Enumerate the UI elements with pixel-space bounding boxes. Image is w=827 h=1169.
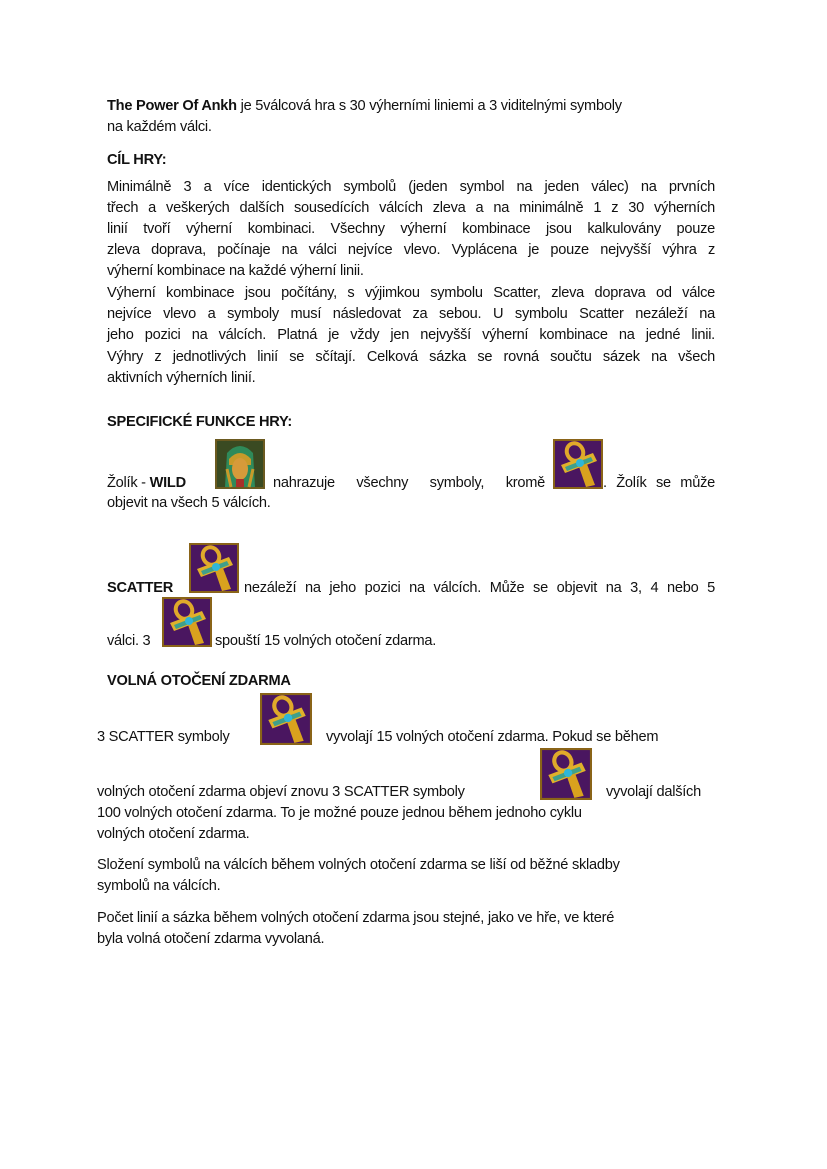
scatter-label: SCATTER	[107, 580, 174, 596]
goal-line: výherní kombinace na každé výherní linii.	[107, 263, 364, 279]
fs-p3-line-1: Počet linií a sázka během volných otočení zdarma jsou stejné, jako ve hře, ve které	[97, 910, 615, 926]
wild-mid: nahrazuje všechny symboly, kromě	[273, 475, 545, 491]
ankh-icon	[260, 693, 312, 745]
ankh-icon	[162, 597, 212, 647]
fs-p2-line-1: Složení symbolů na válcích během volných otočení zdarma se liší od běžné skladby	[97, 857, 620, 873]
game-name: The Power Of Ankh	[107, 98, 237, 114]
ankh-icon	[189, 543, 239, 593]
goal-line: aktivních výherních linií.	[107, 370, 256, 386]
features-heading: SPECIFICKÉ FUNKCE HRY:	[107, 414, 293, 430]
pharaoh-icon	[215, 439, 265, 489]
fs-line-4: volných otočení zdarma.	[97, 826, 250, 842]
goal-line: Minimálně 3 a více identických symbolů (jeden symbol na jeden válec) na prvních	[107, 179, 715, 195]
goal-line: Výhry z jednotlivých linií se sčítají. Celková sázka se rovná součtu sázek na všech	[107, 349, 715, 365]
scatter-text: nezáleží na jeho pozici na válcích. Může se objevit na 3, 4 nebo 5	[244, 580, 715, 596]
fs-line-3: 100 volných otočení zdarma. To je možné pouze jednou během jednoho cyklu	[97, 805, 582, 821]
free-spins-heading: VOLNÁ OTOČENÍ ZDARMA	[107, 673, 291, 689]
fs-line-1-start: 3 SCATTER symboly	[97, 729, 230, 745]
fs-p3-line-2: byla volná otočení zdarma vyvolaná.	[97, 931, 325, 947]
goal-line: jeho pozici na válcích. Platná je vždy jen nejvyšší výherní kombinace na jedné linii.	[107, 327, 715, 343]
intro-line-2: na každém válci.	[107, 119, 212, 135]
wild-line-2: objevit na všech 5 válcích.	[107, 495, 271, 511]
ankh-icon	[553, 439, 603, 489]
wild-prefix: Žolík - WILD	[107, 475, 186, 491]
goal-line: třech a veškerých dalších sousedících válcích zleva a na minimálně 1 z 30 výherních	[107, 200, 715, 216]
scatter-line-2-end: spouští 15 volných otočení zdarma.	[215, 633, 437, 649]
fs-line-2-end: vyvolají dalších	[606, 784, 701, 800]
scatter-line-2-start: válci. 3	[107, 633, 151, 649]
goal-line: linií tvoří výherní kombinaci. Všechny výherní kombinace jsou kalkulovány pouze	[107, 221, 715, 237]
ankh-icon	[540, 748, 592, 800]
goal-line: zleva doprava, počínaje na válci nejvíce vlevo. Vyplácena je pouze nejvyšší výhra z	[107, 242, 715, 258]
fs-line-2-start: volných otočení zdarma objeví znovu 3 SCATTER symboly	[97, 784, 465, 800]
fs-line-1-end: vyvolají 15 volných otočení zdarma. Pokud se během	[326, 729, 659, 745]
intro-line-1: The Power Of Ankh je 5válcová hra s 30 výherními liniemi a 3 viditelnými symboly	[107, 98, 622, 114]
wild-end: . Žolík se může	[603, 475, 715, 491]
goal-line: Výherní kombinace jsou počítány, s výjimkou symbolu Scatter, zleva doprava od válce	[107, 285, 715, 301]
goal-heading: CÍL HRY:	[107, 152, 167, 168]
fs-p2-line-2: symbolů na válcích.	[97, 878, 221, 894]
goal-line: nejvíce vlevo a symboly musí následovat za sebou. U symbolu Scatter nezáleží na	[107, 306, 715, 322]
